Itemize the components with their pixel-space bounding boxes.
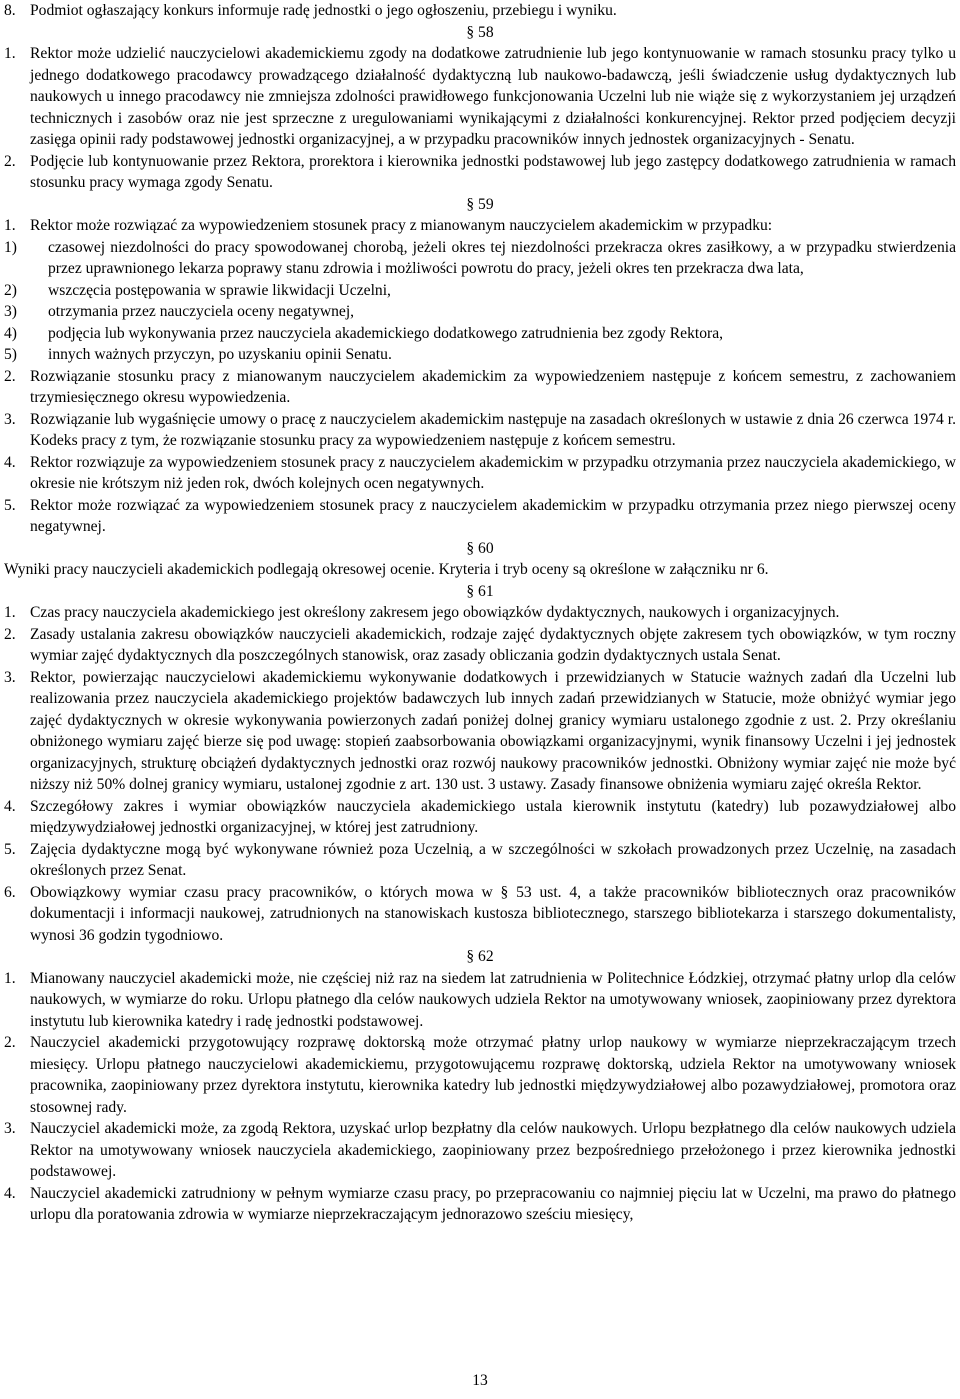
- item-number: 3.: [4, 410, 16, 428]
- section-heading: § 62: [466, 948, 494, 965]
- item-number: 2.: [4, 367, 16, 385]
- item-text: Rektor rozwiązuje za wypowiedzeniem stosunek pracy z nauczycielem akademickim w przypadku otrzymania przez nauczyciela akademickiego, w okresie nie krótszym niż jeden rok, dwóch kolejnych ocen negatywnych.: [30, 453, 956, 492]
- item-text: Rektor może rozwiązać za wypowiedzeniem stosunek pracy z nauczycielem akademickim w przypadku otrzymania przez niego pierwszej oceny negatywnej.: [30, 496, 956, 535]
- paragraph: Wyniki pracy nauczycieli akademickich podlegają okresowej ocenie. Kryteria i tryb oceny są określone w załączniku nr 6.: [4, 561, 769, 578]
- list-subitem: [4, 323, 956, 345]
- section-heading: § 61: [466, 582, 494, 600]
- section-heading: § 59: [466, 195, 494, 213]
- item-text: otrzymania przez nauczyciela oceny negatywnej,: [48, 303, 355, 320]
- list-item: [4, 882, 956, 947]
- item-number: 1.: [4, 969, 16, 987]
- list-item: [4, 624, 956, 667]
- item-text: Zajęcia dydaktyczne mogą być wykonywane również poza Uczelnią, a w szczególności w szkołach prowadzonych przez Uczelnię, na zasadach określonych przez Senat.: [30, 840, 956, 879]
- item-text: Rektor może udzielić nauczycielowi akademickiemu zgody na dodatkowe zatrudnienie lub jego kontynuowanie w ramach stosunku pracy tylko u jednego dodatkowego pracodawcy prowadzącego działalność dydaktyczną lub naukowo-badawczą, jeśli świadczenie usług dydaktycznych lub naukowych u innego pracodawcy nie zmniejsza zdolności prawidłowego funkcjonowania Uczelni lub nie wiąże się z wykorzystaniem jej urządzeń technicznych i zasobów oraz nie jest sprzeczne z uregulowaniami wynikającymi z działalności konkurencyjnej. Rektor przed podjęciem decyzji zasięga opinii rady podstawowej jednostki organizacyjnej, a w przypadku pracowników innych jednostek organizacyjnych - Senatu.: [30, 45, 956, 148]
- item-number: 1.: [4, 45, 16, 62]
- list-item: [4, 968, 956, 1033]
- item-text: Rektor może rozwiązać za wypowiedzeniem stosunek pracy z mianowanym nauczycielem akademickim w przypadku:: [30, 217, 773, 234]
- list-item: [4, 0, 956, 22]
- list-item: [4, 215, 956, 237]
- item-text: Mianowany nauczyciel akademicki może, nie częściej niż raz na siedem lat zatrudnienia w Politechnice Łódzkiej, otrzymać płatny urlop dla celów naukowych, w wymiarze do roku. Urlopu płatnego dla celów naukowych udziela Rektor na umotywowany wniosek, zaopiniowany przez dyrektora instytutu lub kierownika katedry i radę jednostki podstawowej.: [30, 969, 956, 1030]
- section-heading: § 60: [466, 539, 494, 557]
- item-text: Podjęcie lub kontynuowanie przez Rektora, prorektora i kierownika jednostki podstawowej lub jego zastępcy dodatkowego zatrudnienia w ramach stosunku pracy wymaga zgody Senatu.: [30, 152, 956, 191]
- item-text: Nauczyciel akademicki może, za zgodą Rektora, uzyskać urlop bezpłatny dla celów naukowych. Urlopu bezpłatnego dla celów naukowych udziela Rektor na umotywowany wniosek nauczyciela akademickiego, zaopiniowany przez bezpośredniego przełożonego i przez kierownika jednostki podstawowej.: [30, 1120, 956, 1180]
- list-item: [4, 1118, 956, 1183]
- list-subitem: [4, 280, 956, 302]
- item-text: wszczęcia postępowania w sprawie likwidacji Uczelni,: [48, 281, 391, 299]
- item-text: innych ważnych przyczyn, po uzyskaniu opinii Senatu.: [48, 346, 392, 363]
- item-text: Czas pracy nauczyciela akademickiego jest określony zakresem jego obowiązków dydaktycznych, naukowych i organizacyjnych.: [30, 604, 840, 621]
- page-number: 13: [472, 1372, 488, 1389]
- item-number: 4.: [4, 797, 16, 815]
- list-item: [4, 602, 956, 624]
- document-page: [4, 0, 956, 1226]
- list-item: [4, 796, 956, 839]
- item-number: 1): [4, 238, 17, 256]
- item-number: 1.: [4, 217, 16, 234]
- item-text: Rozwiązanie lub wygaśnięcie umowy o pracę z nauczycielem akademickim następuje na zasadach określonych w ustawie z dnia 26 czerwca 1974 r. Kodeks pracy z tym, że rozwiązanie stosunku pracy za wypowiedzeniem następuje z końcem semestru.: [30, 410, 956, 449]
- list-item: [4, 151, 956, 194]
- section-heading: § 58: [466, 23, 494, 41]
- item-number: 3): [4, 303, 17, 320]
- item-number: 2.: [4, 152, 16, 170]
- item-number: 3.: [4, 1120, 16, 1137]
- list-subitem: [4, 301, 956, 323]
- list-item: [4, 43, 956, 151]
- list-subitem: [4, 237, 956, 280]
- item-text: Nauczyciel akademicki zatrudniony w pełnym wymiarze czasu pracy, po przepracowaniu co najmniej pięciu lat w Uczelni, ma prawo do płatnego urlopu dla poratowania zdrowia w wymiarze nieprzekraczającym jednorazowo sześciu miesięcy,: [30, 1184, 956, 1223]
- item-number: 5.: [4, 840, 16, 858]
- item-text: Rozwiązanie stosunku pracy z mianowanym nauczycielem akademickim za wypowiedzeniem następuje z końcem semestru, z zachowaniem trzymiesięcznego okresu wypowiedzenia.: [30, 367, 956, 406]
- list-item: [4, 839, 956, 882]
- item-number: 1.: [4, 604, 16, 621]
- item-number: 6.: [4, 883, 16, 901]
- item-text: Rektor, powierzając nauczycielowi akademickiemu wykonywanie dodatkowych i przewidzianych w Statucie ważnych zadań dla Uczelni lub realizowania przez nauczyciela akademickiego projektów badawczych lub innych zadań przewidzianych w Statucie, może obniżyć wymiar jego zajęć dydaktycznych w okresie wykonywania powierzonych zadań poniżej dolnej granicy wymiaru ustalonego zgodnie z ust. 2. Przy określaniu obniżonego wymiaru zajęć bierze się pod uwagę: stopień zaabsorbowania obowiązkami organizacyjnymi, wynik finansowy Uczelni i jej jednostek organizacyjnych, strukturę obciążeń dydaktycznych jednostki oraz rozwój naukowy pracowników jednostki. Obniżony wymiar zajęć nie może być niższy niż 50% dolnej granicy wymiaru, ustalonej zgodnie z art. 130 ust. 3 ustawy. Zasady finansowe obniżenia wymiaru zajęć określa Rektor.: [30, 668, 956, 793]
- list-item: [4, 366, 956, 409]
- item-number: 8.: [4, 2, 16, 19]
- item-text: podjęcia lub wykonywania przez nauczyciela akademickiego dodatkowego zatrudnienia bez zgody Rektora,: [48, 324, 724, 342]
- list-subitem: [4, 344, 956, 366]
- item-number: 4.: [4, 1184, 16, 1202]
- item-text: Podmiot ogłaszający konkurs informuje radę jednostki o jego ogłoszeniu, przebiegu i wyniku.: [30, 2, 617, 19]
- item-number: 2.: [4, 1034, 16, 1051]
- list-item: [4, 1032, 956, 1118]
- list-item: [4, 409, 956, 452]
- item-text: czasowej niezdolności do pracy spowodowanej chorobą, jeżeli okres tej niezdolności przekracza okres zasiłkowy, a w przypadku stwierdzenia przez uprawnionego lekarza poprawy stanu zdrowia i możliwości powrotu do pracy, jeżeli okres ten przekracza dwa lata,: [48, 238, 956, 277]
- item-text: Szczegółowy zakres i wymiar obowiązków nauczyciela akademickiego ustala kierownik instytutu (katedry) lub pozawydziałowej albo międzywydziałowej jednostki organizacyjnej, w której jest zatrudniony.: [30, 797, 956, 836]
- list-item: [4, 452, 956, 495]
- item-number: 2.: [4, 625, 16, 643]
- item-text: Zasady ustalania zakresu obowiązków nauczycieli akademickich, rodzaje zajęć dydaktycznych objęte zakresem tych obowiązków, w tym roczny wymiar zajęć dydaktycznych dla poszczególnych stanowisk, oraz zasady obliczania godzin dydaktycznych ustala Senat.: [30, 625, 956, 664]
- item-text: Nauczyciel akademicki przygotowujący rozprawę doktorską może otrzymać płatny urlop naukowy w wymiarze nieprzekraczającym trzech miesięcy. Urlopu płatnego nauczycielowi akademickiemu, przygotowującemu rozprawę doktorską, udziela Rektor na umotywowany wniosek pracownika, zaopiniowany przez dyrektora instytutu, kierownika katedry lub jednostki międzywydziałowej albo pozawydziałowej, promotora oraz stosownej rady.: [30, 1034, 956, 1116]
- item-number: 4.: [4, 453, 16, 471]
- item-number: 2): [4, 281, 17, 299]
- item-text: Obowiązkowy wymiar czasu pracy pracowników, o których mowa w § 53 ust. 4, a także pracowników bibliotecznych oraz pracowników dokumentacji i informacji naukowej, zatrudnionych na stanowiskach kustosza bibliotecznego, starszego bibliotekarza i starszego dokumentalisty, wynosi 36 godzin tygodniowo.: [30, 883, 956, 944]
- list-item: [4, 1183, 956, 1226]
- item-number: 5): [4, 346, 17, 363]
- item-number: 3.: [4, 668, 16, 686]
- list-item: [4, 495, 956, 538]
- list-item: [4, 667, 956, 796]
- item-number: 4): [4, 324, 17, 342]
- item-number: 5.: [4, 496, 16, 514]
